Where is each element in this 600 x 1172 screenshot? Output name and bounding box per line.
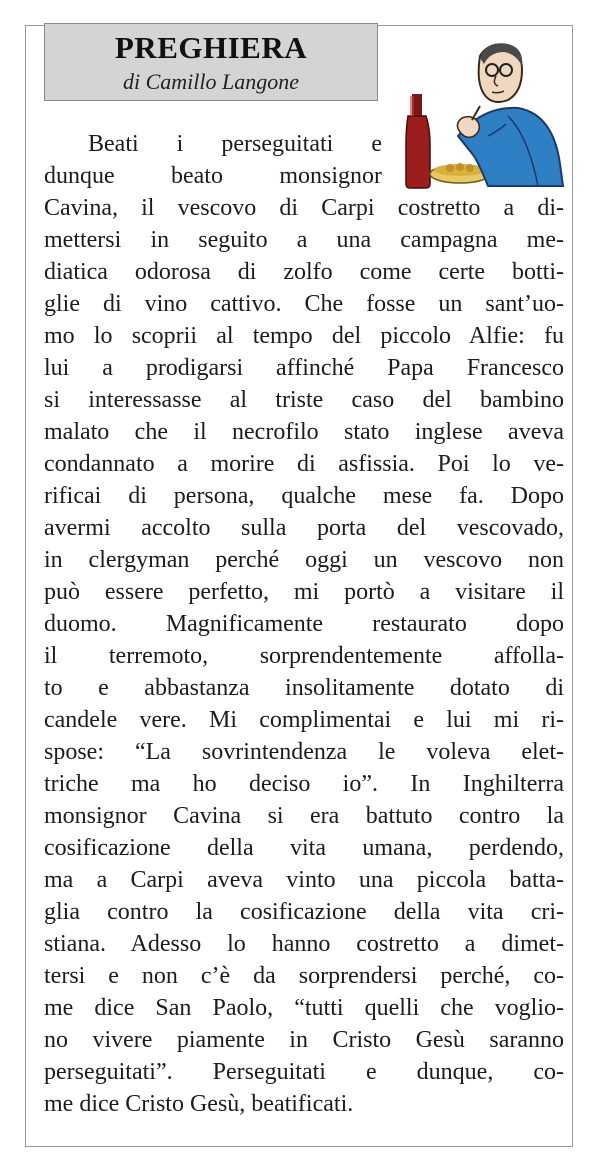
- text-line: candele vere. Mi complimentai e lui mi ri-: [44, 707, 564, 733]
- text-line: rificai di persona, qualche mese fa. Dopo: [44, 483, 564, 509]
- text-line: spose: “La sovrintendenza le voleva elet-: [44, 739, 564, 765]
- text-line: avermi accolto sulla porta del vescovado,: [44, 515, 564, 541]
- text-line: monsignor Cavina si era battuto contro la: [44, 803, 564, 829]
- text-line: no vivere piamente in Cristo Gesù saranno: [44, 1027, 564, 1053]
- text-line: me dice Cristo Gesù, beatificati.: [44, 1091, 354, 1117]
- text-line: condannato a morire di asfissia. Poi lo ve-: [44, 451, 564, 477]
- author-byline: di Camillo Langone: [122, 69, 299, 94]
- text-line: tersi e non c’è da sorprendersi perché, co-: [44, 963, 564, 989]
- text-line: il terremoto, sorprendentemente affolla-: [44, 643, 564, 669]
- text-line: stiana. Adesso lo hanno costretto a dimet-: [44, 931, 564, 957]
- text-line: glie di vino cattivo. Che fosse un sant’uo-: [44, 291, 564, 317]
- text-line: dunque beato monsignor: [44, 163, 382, 189]
- text-line: mettersi in seguito a una campagna me-: [44, 227, 564, 253]
- article-frame: [25, 25, 573, 1147]
- column-title: PREGHIERA: [114, 30, 308, 65]
- text-line: Beati i perseguitati e: [88, 131, 382, 157]
- text-line: diatica odorosa di zolfo come certe botti-: [44, 259, 564, 285]
- text-line: me dice San Paolo, “tutti quelli che voglio-: [44, 995, 564, 1021]
- column-header: [44, 23, 378, 101]
- text-line: glia contro la cosificazione della vita cri-: [44, 899, 564, 925]
- text-line: può essere perfetto, mi portò a visitare il: [44, 579, 564, 605]
- text-line: Cavina, il vescovo di Carpi costretto a di-: [44, 195, 564, 221]
- text-line: mo lo scoprii al tempo del piccolo Alfie: fu: [44, 323, 564, 349]
- text-line: triche ma ho deciso io”. In Inghilterra: [44, 771, 564, 797]
- article-body: [44, 128, 564, 1120]
- text-line: malato che il necrofilo stato inglese aveva: [44, 419, 564, 445]
- text-line: to e abbastanza insolitamente dotato di: [44, 675, 564, 701]
- text-line: duomo. Magnificamente restaurato dopo: [44, 611, 564, 637]
- text-line: lui a prodigarsi affinché Papa Francesco: [44, 355, 564, 381]
- text-line: in clergyman perché oggi un vescovo non: [44, 547, 564, 573]
- text-line: ma a Carpi aveva vinto una piccola batta-: [44, 867, 564, 893]
- text-line: cosificazione della vita umana, perdendo,: [44, 835, 564, 861]
- text-line: si interessasse al triste caso del bambino: [44, 387, 564, 413]
- text-line: perseguitati”. Perseguitati e dunque, co-: [44, 1059, 564, 1085]
